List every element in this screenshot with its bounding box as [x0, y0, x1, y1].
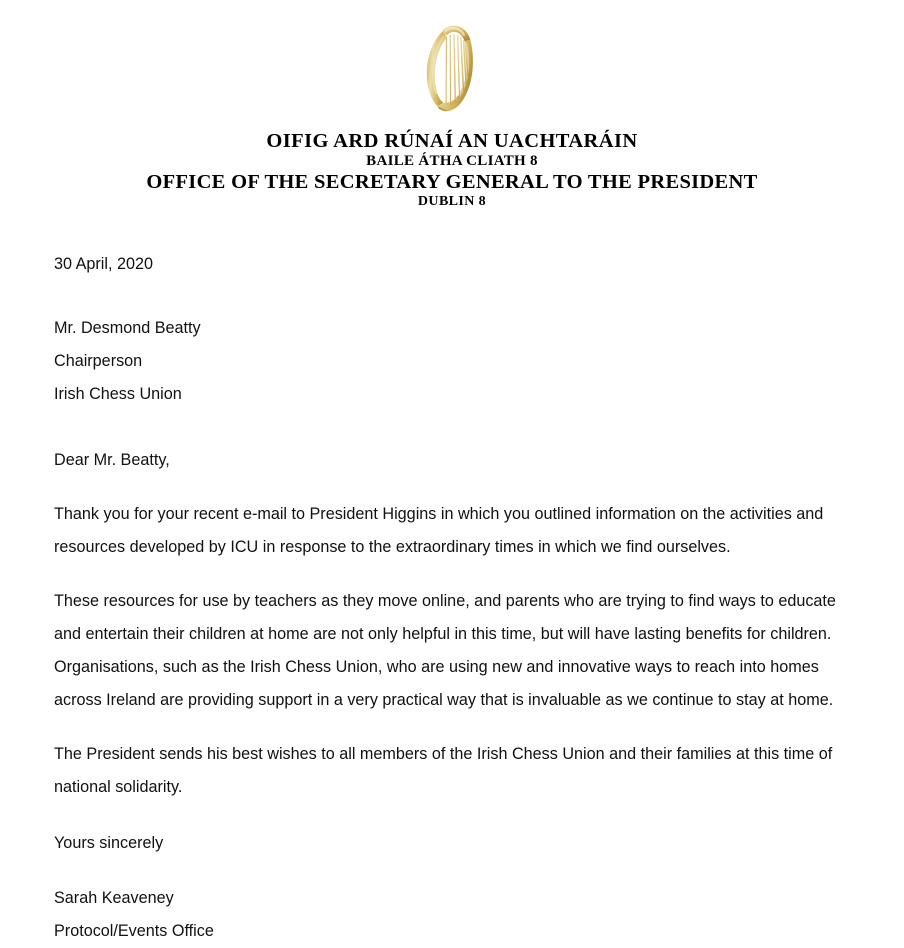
- recipient-title: Chairperson: [54, 352, 143, 370]
- signatory-block: [54, 882, 854, 948]
- letterhead-english-main: OFFICE OF THE SECRETARY GENERAL TO THE PRESIDENT: [146, 171, 758, 194]
- signatory-name: Sarah Keaveney: [54, 889, 174, 907]
- salutation: Dear Mr. Beatty,: [54, 451, 170, 469]
- letter-paragraph-2: These resources for use by teachers as they move online, and parents who are trying to find ways to educate and entertain their children at home are not only helpful in this time, but will have lasting benefits for children. Organisations, such as the Irish Chess Union, who are using new and innovative ways to reach into homes across Ireland are providing support in a very practical way that is invaluable as we continue to stay at home.: [54, 592, 836, 709]
- letter-body: [54, 248, 854, 948]
- signatory-role: Protocol/Events Office: [54, 922, 214, 940]
- letter-date: 30 April, 2020: [54, 255, 153, 273]
- recipient-organisation: Irish Chess Union: [54, 385, 182, 403]
- letter-paragraph-1: Thank you for your recent e-mail to President Higgins in which you outlined information on the activities and resources developed by ICU in response to the extraordinary times in which we find ourselves.: [54, 505, 824, 556]
- recipient-name: Mr. Desmond Beatty: [54, 319, 201, 337]
- recipient-address: [54, 312, 854, 411]
- crest-container: [0, 18, 904, 118]
- letterhead: [0, 130, 904, 210]
- letterhead-irish-sub: BAILE ÁTHA CLIATH 8: [366, 153, 538, 170]
- letterhead-irish-main: OIFIG ARD RÚNAÍ AN UACHTARÁIN: [266, 130, 638, 152]
- letter-paragraph-3: The President sends his best wishes to all members of the Irish Chess Union and their families at this time of national solidarity.: [54, 745, 833, 796]
- closing-line: Yours sincerely: [54, 834, 164, 852]
- irish-harp-emblem-icon: [415, 18, 489, 118]
- letterhead-english-sub: DUBLIN 8: [417, 194, 487, 210]
